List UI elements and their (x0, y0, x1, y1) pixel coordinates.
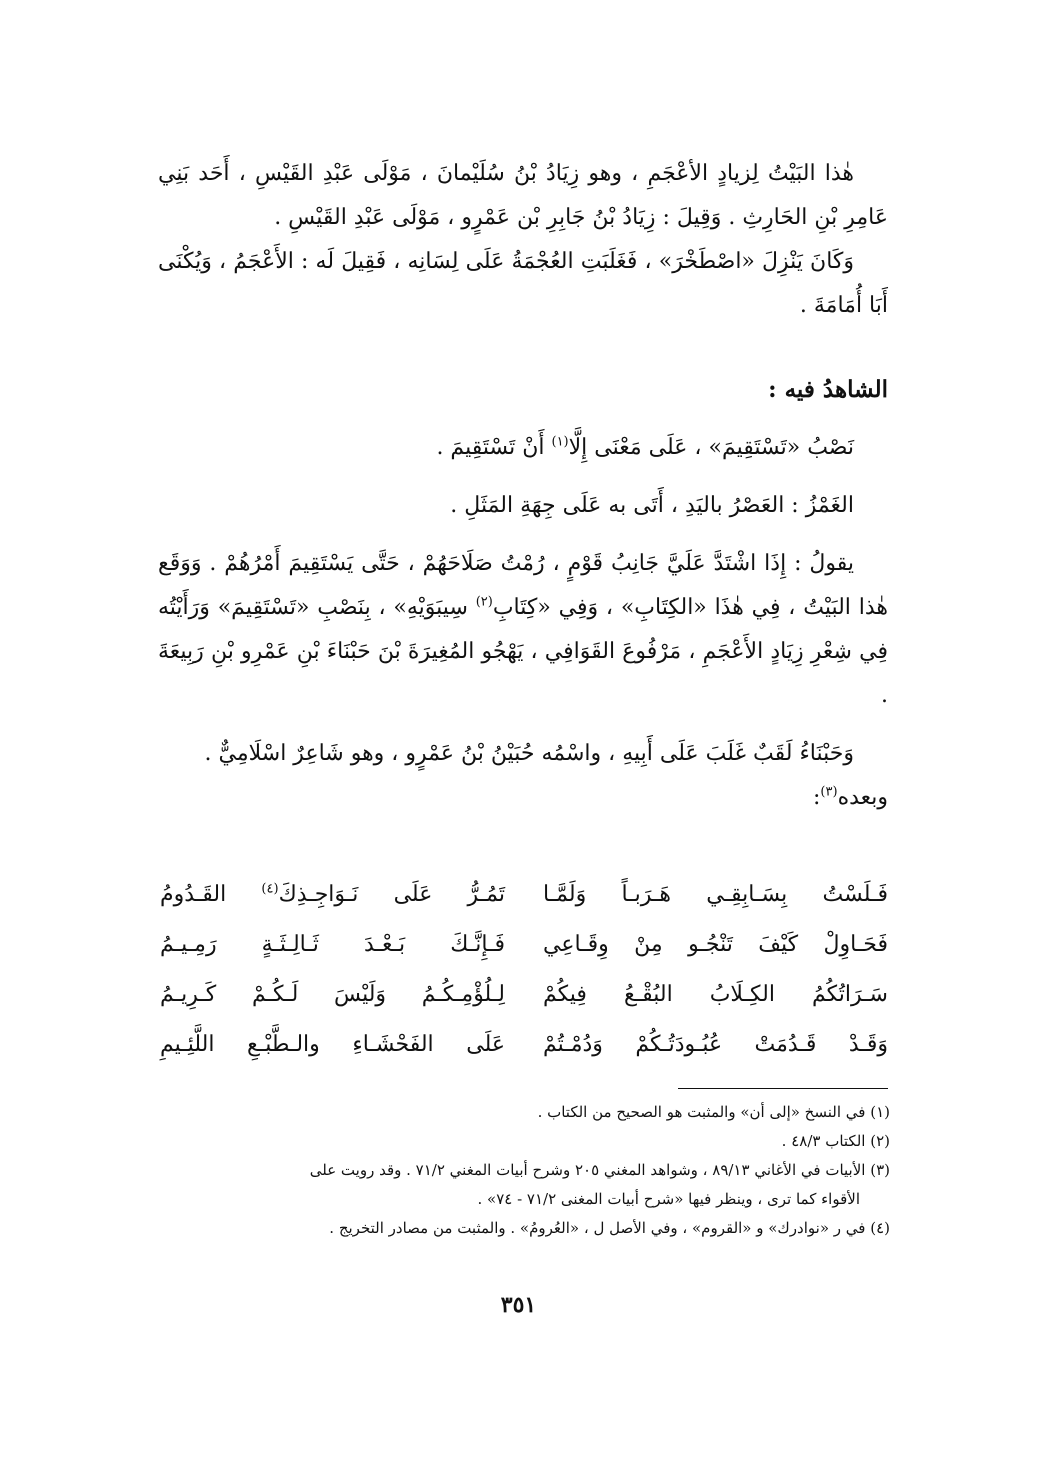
footnote-ref-4: (٤) (261, 881, 279, 897)
verse-line (160, 920, 888, 970)
paragraph-grammar-point (158, 426, 888, 470)
grammar-text: نَصْبُ «تَسْتَقِيمَ» ، عَلَى مَعْنَى إِلَّا (568, 435, 854, 460)
paragraph-poet-identity: هٰذا البَيْتُ لِزيادٍ الأعْجَمِ ، وهو زِيَادُ بْنُ سُلَيْمانَ ، مَوْلَى عَبْدِ القَيْسِ ، أَحَد بَنِي عَامِرِ بْنِ الحَارِثِ . وَقِيلَ : زِيَادُ بْنُ جَابِرِ بْن عَمْرٍو ، مَوْلَى عَبْدِ القَيْسِ . (158, 161, 888, 230)
footnote-ref-3: (٣) (820, 784, 838, 800)
hemistich-left-text: تَمُـرُّ عَلَى نَـوَاجِـذِكَ (278, 882, 505, 907)
grammar-text-end: أَنْ تَسْتَقِيمَ . (436, 435, 552, 460)
footnote-4: (٤) في ر «نوادرك» و «القروم» ، وفي الأصل ل ، «العُرومُ» . والمثبت من مصادر التخريج . (329, 1219, 890, 1237)
paragraph-definition: الغَمْزُ : العَصْرُ باليَدِ ، أَتَى به عَلَى جِهَةِ المَثَلِ . (450, 493, 854, 518)
page-number: ٣٥١ (500, 1292, 537, 1318)
verse-line (160, 870, 888, 920)
footnotes (158, 1098, 890, 1243)
hemistich-left: لِـلُؤْمِـكُـمُ وَلَيْسَ لَـكُـمْ كَـرِيـمُ (160, 982, 505, 1007)
footnote-ref-2: (٢) (475, 594, 493, 610)
verse-line (160, 970, 888, 1020)
meaning-text-end: سِيبَوَيْهِ» ، بِنَصْبِ «تَسْتَقِيمَ» وَرَأَيْتُه فِي شِعْرِ زِيَادٍ الأَعْجَمِ ، مَرْفُوعَ القَوَافِي ، يَهْجُو المُغِيرَةَ بْنَ حَبْنَاءَ بْنِ عَمْرِو بْنِ رَبِيعَةَ . (158, 595, 888, 708)
poem (160, 870, 888, 1070)
footnote-3: (٣) الأبيات في الأغاني ٨٩/١٣ ، وشواهد المغني ٢٠٥ وشرح أبيات المغني ٧١/٢ . وقد رويت على (309, 1161, 890, 1179)
hemistich-right: فَحَـاوِلْ كَيْفَ تَنْجُـو مِنْ وِقَـاعِي (543, 932, 888, 957)
followed-by-text: وبعده (837, 785, 888, 810)
paragraph-followed-by (158, 776, 888, 820)
paragraph-meaning (158, 542, 888, 718)
hemistich-right: سَـرَاتُكُمُ الكِـلَابُ البُقْـعُ فِيكُمْ (543, 982, 888, 1007)
footnote-divider (678, 1088, 888, 1089)
main-text (158, 152, 888, 820)
footnote-2: (٢) الكتاب ٤٨/٣ . (781, 1132, 890, 1150)
footnote-ref-1: (١) (551, 434, 569, 450)
hemistich-left-end: القَـدُومُ (160, 882, 262, 907)
footnote-3-continued: الأقواء كما ترى ، وينظر فيها «شرح أبيات المغنى ٧١/٢ - ٧٤» . (477, 1190, 860, 1208)
meaning-text: يقولُ : إِذَا اشْتَدَّ عَلَيَّ جَانِبُ قَوْمٍ ، رُمْتُ صَلَاحَهُمْ ، حَتَّى يَسْتَقِيمَ أَمْرُهُمْ . وَوَقَع هٰذا البَيْتُ ، فِي هٰذَا «الكِتَابِ» ، وَفِي «كِتَابِ (158, 551, 888, 620)
hemistich-left (160, 870, 505, 920)
followed-by-colon: : (813, 785, 821, 810)
hemistich-right: وَقَـدْ قَـدُمَتْ عُبُـودَتُـكُمْ وَدُمْـتُمْ (543, 1032, 888, 1057)
footnote-1: (١) في النسخ «إلى أن» والمثبت هو الصحيح من الكتاب . (537, 1103, 890, 1121)
hemistich-left: عَلَى الفَحْشَـاءِ والـطَّبْـعِ اللَّئِـيمِ (160, 1032, 505, 1057)
paragraph-habna: وَحَبْنَاءُ لَقَبٌ غَلَبَ عَلَى أَبِيهِ ، واسْمُه حُبَيْنُ بْنُ عَمْرٍو ، وهو شَاعِرٌ اسْلَامِيٌّ . (204, 741, 854, 766)
verse-line (160, 1020, 888, 1070)
hemistich-right: فَـلَسْتُ بِسَـابِقِـي هَـرَبـاً وَلَمَّـا (543, 882, 888, 907)
paragraph-poet-residence: وَكَانَ يَنْزِلَ «اصْطَخْرَ» ، فَغَلَبَتِ العُجْمَةُ عَلَى لِسَانِه ، فَقِيلَ لَه : الأَعْجَمُ ، وَيُكْنَى أَبَا أُمَامَةَ . (158, 249, 888, 318)
hemistich-left: فَـإِنَّـكَ بَـعْـدَ ثَـالِـثَـةٍ رَمِـيـمُ (160, 932, 505, 957)
section-heading: الشاهدُ فيه : (768, 376, 888, 403)
